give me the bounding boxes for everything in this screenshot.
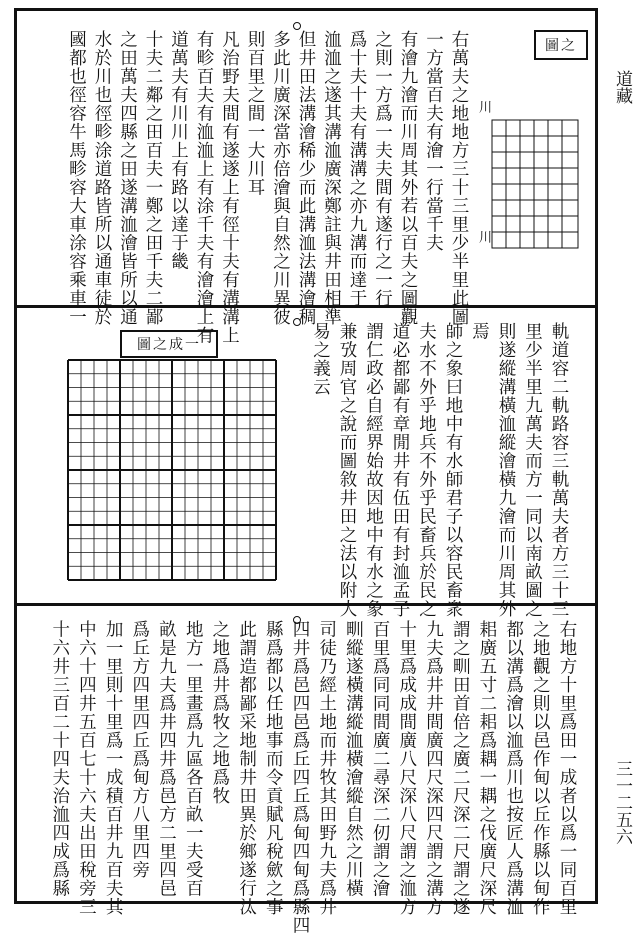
- text-column: 加一里則十里爲一成積百井九百夫其: [103, 620, 124, 916]
- text-column: 都以溝爲澮以洫爲川也按匠人爲溝洫: [503, 620, 524, 916]
- text-column: 右萬夫之地地方三十三里少半里此圖: [449, 30, 469, 326]
- middle-diagram-title: 圖之成一: [120, 330, 218, 358]
- text-column: 司徒乃經土地而井牧其田野九夫爲井: [316, 620, 337, 916]
- text-column: 甽縱遂橫溝縱洫橫澮縱自然之川橫: [343, 620, 364, 898]
- text-column: 之地爲井爲牧之地爲牧: [209, 620, 230, 805]
- text-column: 此謂造都鄙采地制井田異於鄉遂行汰: [236, 620, 257, 916]
- text-column: 軌道容二軌路容三軌萬夫者方三十三: [549, 322, 569, 618]
- text-column: 右地方十里爲田一成者以爲一同百里: [557, 620, 577, 916]
- page-number: 三一二五六: [612, 760, 632, 845]
- book-title: 道藏: [612, 70, 632, 104]
- top-diagram-title: 圖之: [534, 30, 588, 60]
- text-column: 十六井三百二十四夫治洫四成爲縣: [49, 620, 70, 898]
- text-column: 道萬夫有川川上有路以達于畿: [168, 30, 189, 271]
- text-column: 四井爲邑四邑爲丘四丘爲甸四甸爲縣四: [290, 620, 310, 935]
- text-column: 水於川也徑畛涂道路皆所以通車徒於: [92, 30, 112, 326]
- text-column: 夫水不外乎地兵不外乎民畜兵於民之: [416, 322, 437, 618]
- text-column: 兼攷周官之說而圖敘井田之法以附大: [337, 322, 357, 618]
- text-column: 縣爲都以任地事而令貢賦凡稅歛之事: [263, 620, 284, 916]
- text-column: 耜廣五寸二耜爲耦一耦之伐廣尺深尺: [476, 620, 497, 916]
- text-column: 師之象曰地中有水師君子以容民畜衆: [443, 322, 463, 618]
- middle-diagram-grid: [64, 356, 280, 584]
- text-column: 謂之甽田首倍之廣二尺深二尺謂之遂: [450, 620, 471, 916]
- text-column: 爲十夫十夫有溝溝之亦九溝而達于: [347, 30, 367, 308]
- binding-hole: [293, 22, 301, 30]
- top-diagram-river-left: 川: [476, 230, 491, 243]
- text-column: 洫洫之遂其溝洫廣深鄭註與井田相準: [321, 30, 342, 326]
- text-column: 之則一方爲一夫夫間有遂行之一行: [372, 30, 393, 308]
- text-column: 易之義云: [310, 322, 331, 396]
- text-column: 里少半里九萬夫而方一同以南畝圖之: [522, 322, 543, 618]
- text-column: 一方當百夫有澮一行當千夫: [423, 30, 444, 252]
- text-column: 之田萬夫四縣之田遂溝洫澮皆所以通: [117, 30, 138, 326]
- text-column: 地方一里畫爲九區各百畝一夫受百: [183, 620, 204, 898]
- text-column: 有澮九澮而川周其外若以百夫之圖觀: [398, 30, 418, 326]
- text-column: 十夫二鄰之田百夫一鄭之田千夫二鄙: [143, 30, 163, 326]
- text-column: 則百里之間一大川耳: [245, 30, 265, 197]
- text-column: 之地觀之則以邑作甸以丘作縣以甸作: [530, 620, 551, 916]
- text-column: 凡治野夫間有遂遂上有徑十夫有溝溝上: [219, 30, 240, 345]
- top-diagram-grid: [488, 100, 582, 260]
- text-column: 百里爲同同間廣二尋深二仞謂之澮: [370, 620, 391, 898]
- text-column: 畝是九夫爲井四井爲邑方二里四邑: [156, 620, 177, 898]
- text-column: 多此川廣深當亦倍澮與自然之川異彼: [270, 30, 291, 326]
- text-column: 有畛百夫有洫洫上有涂千夫有澮澮上有: [194, 30, 214, 345]
- text-column: 爲丘方四里四丘爲甸方八里四旁: [129, 620, 150, 879]
- binding-hole: [293, 318, 301, 326]
- text-column: 道必都鄙有章閒井有伍田有封洫孟子: [390, 322, 410, 618]
- text-column: 十里爲成成間廣八尺深八尺謂之洫方: [396, 620, 417, 916]
- binding-hole: [293, 616, 301, 624]
- text-column: 國都也徑容牛馬畛容大車涂容乘車一: [66, 30, 87, 326]
- text-column: 中六十四井五百七十六夫出田稅旁三: [76, 620, 97, 916]
- text-column: 但井田法溝澮稀少而此溝洫法溝澮稠: [296, 30, 316, 326]
- top-diagram-river-right: 川: [476, 100, 491, 113]
- text-column: 謂仁政必自經界始故因地中有水之象: [363, 322, 384, 618]
- text-column: 則遂縱溝橫洫縱澮橫九澮而川周其外: [496, 322, 516, 618]
- text-column: 九夫爲井井間廣四尺深四尺謂之溝方: [423, 620, 444, 916]
- text-column: 焉: [469, 322, 490, 341]
